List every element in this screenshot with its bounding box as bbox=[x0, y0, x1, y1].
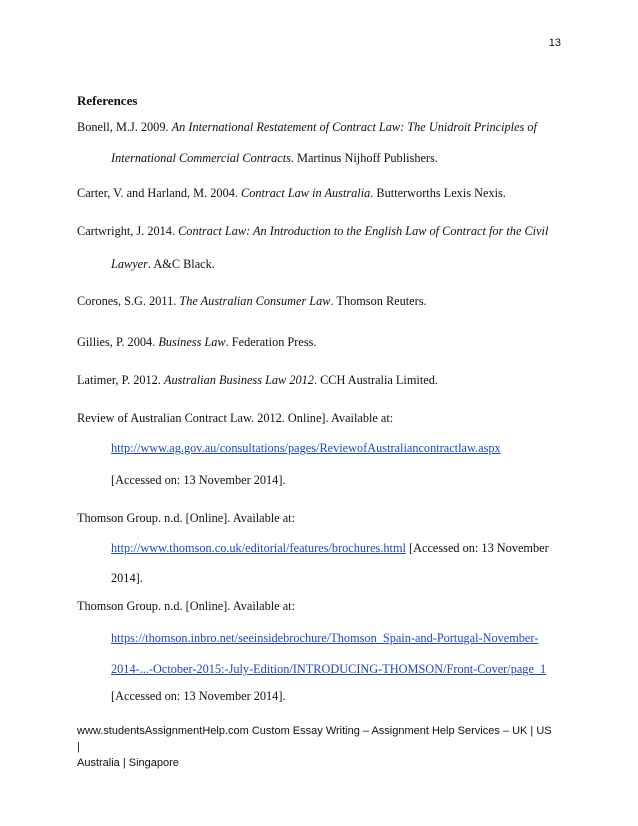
reference-link[interactable]: http://www.thomson.co.uk/editorial/features/brochures.html bbox=[111, 541, 406, 555]
ref-line bbox=[111, 661, 546, 677]
ref-line: Corones, S.G. 2011. The Australian Consumer Law. Thomson Reuters. bbox=[77, 294, 427, 308]
ref-line: [Accessed on: 13 November 2014]. bbox=[111, 473, 286, 487]
ref-line: Thomson Group. n.d. [Online]. Available at: bbox=[77, 599, 295, 613]
ref-line: Cartwright, J. 2014. Contract Law: An Introduction to the English Law of Contract for the Civil bbox=[77, 224, 549, 238]
ref-line: Bonell, M.J. 2009. An International Restatement of Contract Law: The Unidroit Principles of bbox=[77, 120, 537, 134]
ref-line: Carter, V. and Harland, M. 2004. Contract Law in Australia. Butterworths Lexis Nexis. bbox=[77, 186, 506, 200]
reference-link[interactable]: 2014-...-October-2015:-July-Edition/INTRODUCING-THOMSON/Front-Cover/page_1 bbox=[111, 662, 547, 676]
ref-line: International Commercial Contracts. Martinus Nijhoff Publishers. bbox=[111, 151, 438, 165]
ref-line: 2014]. bbox=[111, 571, 143, 585]
ref-line: Thomson Group. n.d. [Online]. Available at: bbox=[77, 511, 295, 525]
page-footer bbox=[77, 723, 557, 771]
footer-line: Australia | Singapore bbox=[77, 757, 179, 769]
ref-line: http://www.thomson.co.uk/editorial/features/brochures.html [Accessed on: 13 November bbox=[111, 541, 549, 555]
ref-line: Review of Australian Contract Law. 2012. Online]. Available at: bbox=[77, 411, 394, 425]
ref-line: Gillies, P. 2004. Business Law. Federation Press. bbox=[77, 335, 317, 349]
ref-line: [Accessed on: 13 November 2014]. bbox=[111, 689, 286, 703]
reference-link[interactable]: https://thomson.inbro.net/seeinsidebrochure/Thomson_Spain-and-Portugal-November- bbox=[111, 631, 539, 645]
footer-line: www.studentsAssignmentHelp.com Custom Essay Writing – Assignment Help Services – UK | US | bbox=[77, 725, 552, 753]
ref-line bbox=[111, 630, 538, 646]
ref-line: Latimer, P. 2012. Australian Business Law 2012. CCH Australia Limited. bbox=[77, 373, 438, 387]
reference-link[interactable]: http://www.ag.gov.au/consultations/pages/ReviewofAustraliancontractlaw.aspx bbox=[111, 441, 501, 455]
references-heading: References bbox=[77, 93, 138, 108]
ref-line bbox=[111, 440, 501, 456]
ref-line: Lawyer. A&C Black. bbox=[111, 257, 215, 271]
page-number: 13 bbox=[548, 37, 561, 49]
